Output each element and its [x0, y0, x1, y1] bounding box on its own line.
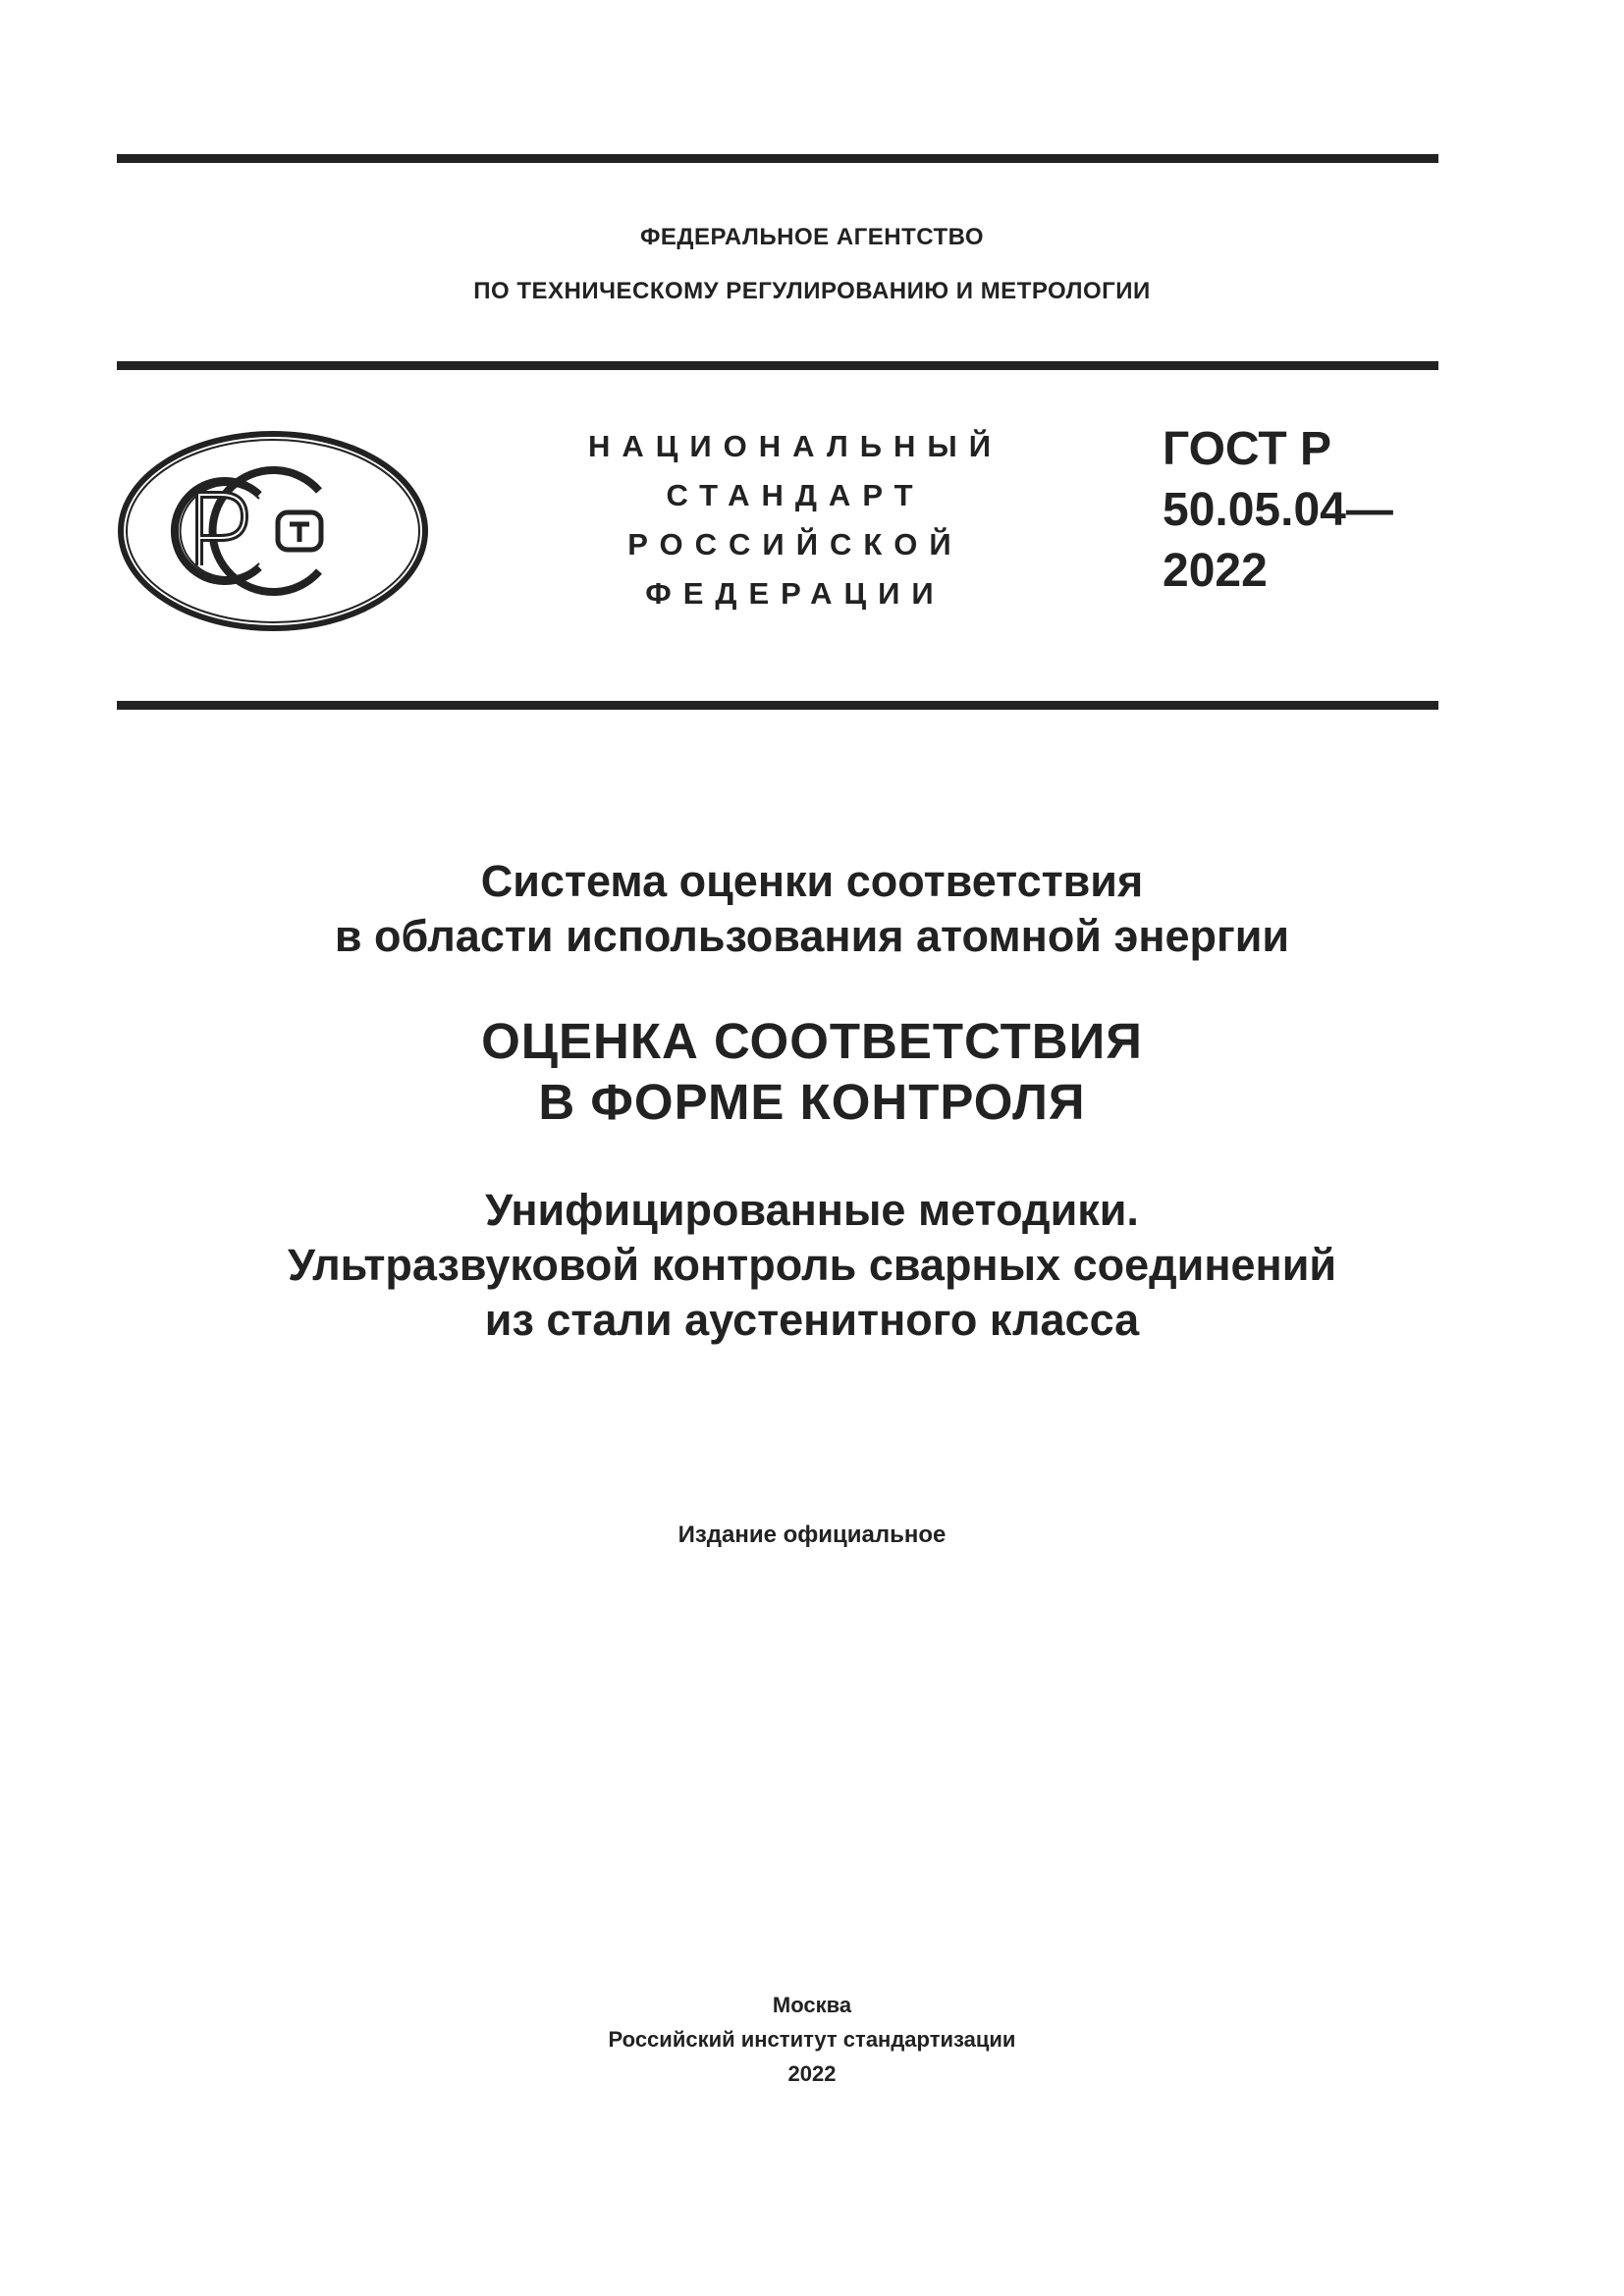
title-sub — [0, 1183, 1624, 1348]
agency-line-2: ПО ТЕХНИЧЕСКОМУ РЕГУЛИРОВАНИЮ И МЕТРОЛОГИИ — [473, 278, 1151, 304]
publisher-block — [0, 1988, 1624, 2091]
agency-rule — [117, 361, 1438, 370]
title-line: ОЦЕНКА СООТВЕТСТВИЯ — [481, 1013, 1143, 1069]
designation-line: 50.05.04— — [1163, 484, 1393, 536]
national-standard-label — [569, 422, 1021, 618]
agency-line-1: ФЕДЕРАЛЬНОЕ АГЕНТСТВО — [639, 224, 985, 250]
publisher-year: 2022 — [787, 2061, 837, 2086]
title-system — [0, 854, 1624, 964]
standard-designation — [1163, 419, 1393, 602]
national-standard-line: РОССИЙСКОЙ — [627, 527, 963, 561]
title-line: в области использования атомной энергии — [334, 911, 1290, 961]
national-standard-line: НАЦИОНАЛЬНЫЙ — [587, 429, 1003, 463]
title-line: из стали аустенитного класса — [484, 1295, 1140, 1345]
title-line: Система оценки соответствия — [480, 856, 1144, 906]
publisher-institute: Российский институт стандартизации — [608, 2027, 1016, 2052]
national-standard-line: СТАНДАРТ — [666, 478, 925, 512]
title-line: В ФОРМЕ КОНТРОЛЯ — [538, 1074, 1086, 1130]
designation-line: 2022 — [1163, 545, 1268, 597]
title-line: Ультразвуковой контроль сварных соединений — [287, 1240, 1337, 1290]
header-bottom-rule — [117, 701, 1438, 710]
top-rule — [117, 154, 1438, 163]
designation-line: ГОСТ Р — [1163, 423, 1332, 475]
edition-label: Издание официальное — [677, 1522, 947, 1548]
publisher-city: Москва — [772, 1993, 852, 2017]
national-standard-line: ФЕДЕРАЦИИ — [645, 576, 946, 611]
title-line: Унифицированные методики. — [485, 1185, 1139, 1235]
title-main — [0, 1011, 1624, 1133]
rst-logo-icon — [117, 430, 429, 632]
